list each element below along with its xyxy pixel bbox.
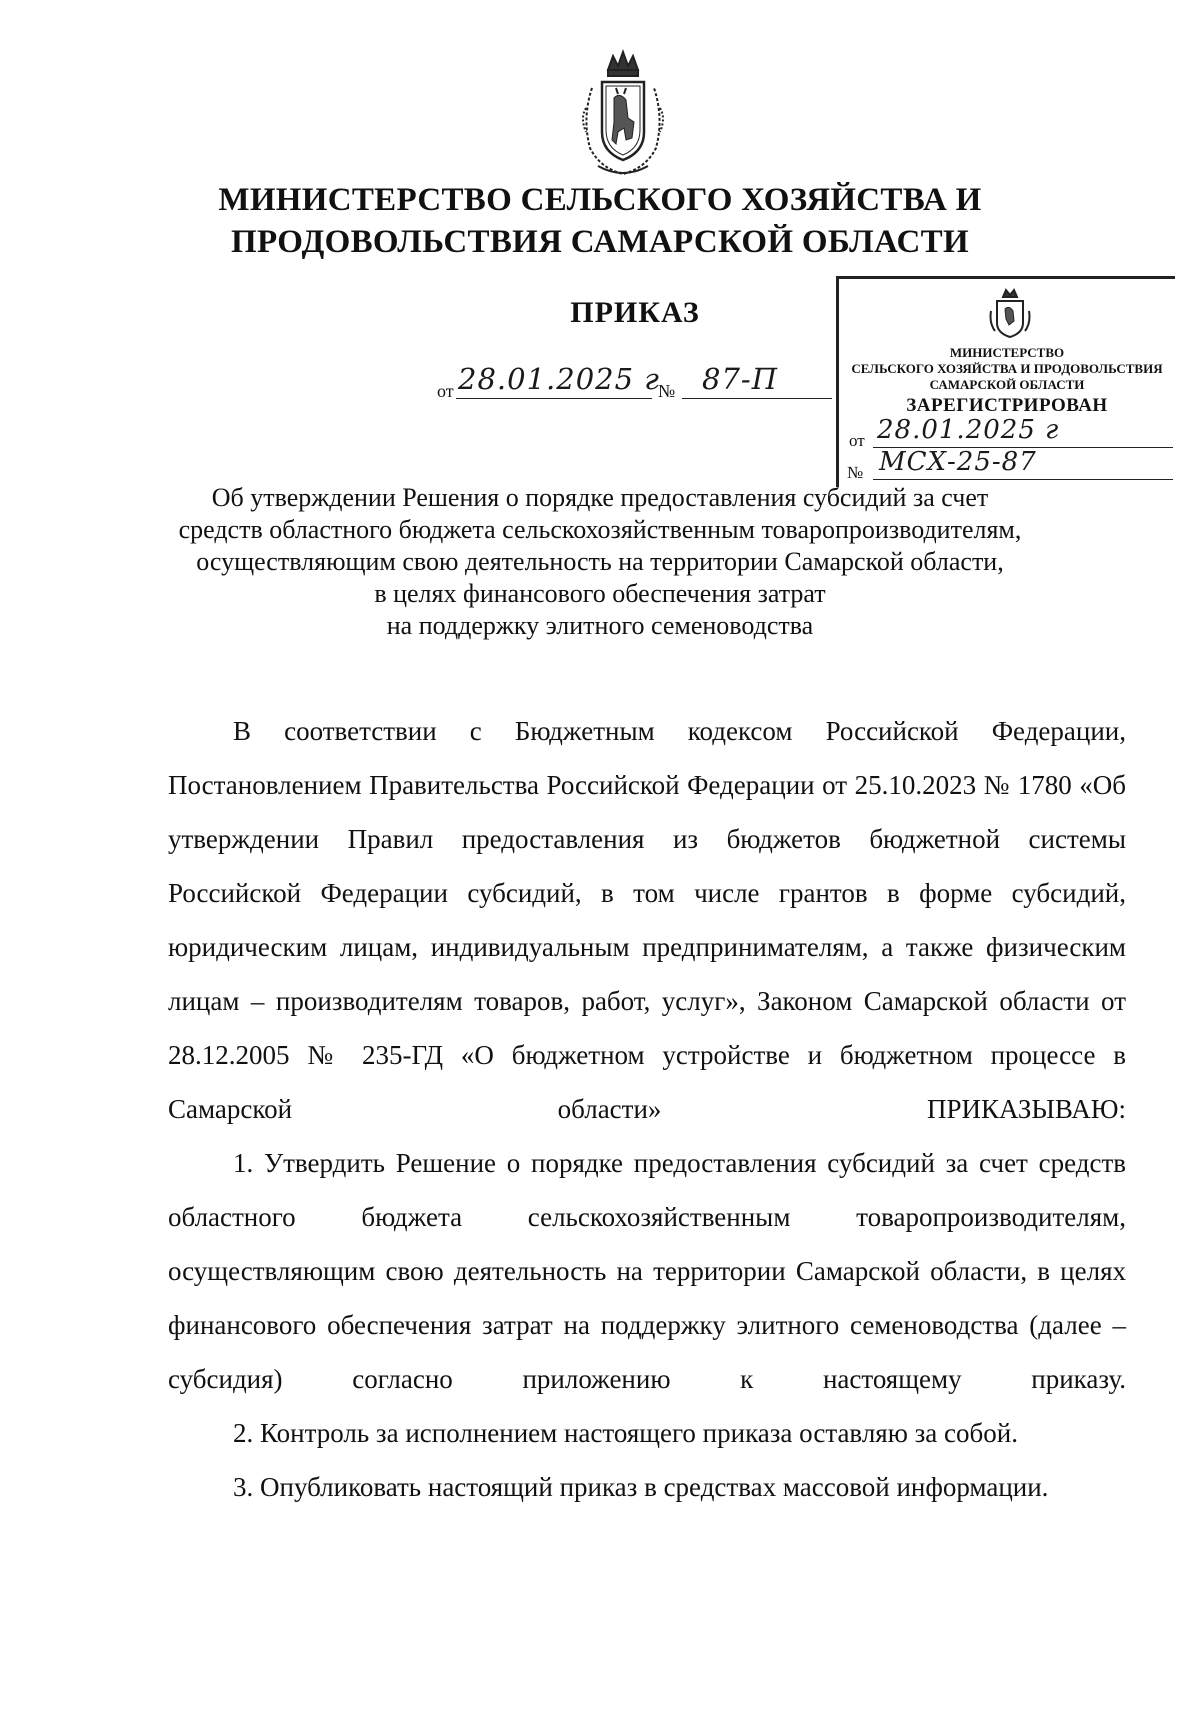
subject-line: осуществляющим свою деятельность на территории Самарской области,: [196, 547, 1004, 576]
stamp-number-underline: [873, 479, 1173, 480]
order-number-label: №: [658, 381, 676, 401]
order-date-handwritten: 28.01.2025 г: [458, 362, 660, 396]
registration-stamp: [836, 276, 1175, 487]
stamp-ministry-line1: МИНИСТЕРСТВО: [949, 345, 1065, 360]
stamp-number-label: №: [847, 463, 864, 482]
order-date-underline: [456, 398, 652, 399]
order-body: [168, 704, 1126, 1514]
order-item: 3. Опубликовать настоящий приказ в средствах массовой информации.: [233, 1472, 1049, 1502]
subject-line: на поддержку элитного семеноводства: [386, 611, 814, 640]
order-date-label: от: [437, 381, 454, 401]
subject-line: Об утверждении Решения о порядке предоставления субсидий за счет: [211, 483, 989, 512]
order-number-underline: [682, 398, 832, 399]
stamp-ministry-line2: СЕЛЬСКОГО ХОЗЯЙСТВА И ПРОДОВОЛЬСТВИЯ: [851, 361, 1163, 376]
stamp-date-label: от: [849, 431, 865, 450]
coat-of-arms-emblem: [578, 48, 668, 180]
order-item: 1. Утвердить Решение о порядке предоставления субсидий за счет средств областного бюджета сельскохозяйственным товаропроизводителям, осуществляющим свою деятельность на территории Самарской области, в целях финансового обеспечения затрат на поддержку элитного семеноводства (далее – субсидия) согласно приложению к настоящему приказу.: [168, 1148, 1126, 1394]
preamble-paragraph: В соответствии с Бюджетным кодексом Российской Федерации, Постановлением Правительства Российской Федерации от 25.10.2023 № 1780 «Об утверждении Правил предоставления из бюджетов бюджетной системы Российской Федерации субсидий, в том числе грантов в форме субсидий, юридическим лицам, индивидуальным предпринимателям, а также физическим лицам – производителям товаров, работ, услуг», Законом Самарской области от 28.12.2005 № 235-ГД «О бюджетном устройстве и бюджетном процессе в Самарской области» ПРИКАЗЫВАЮ:: [168, 716, 1126, 1124]
subject-line: средств областного бюджета сельскохозяйственным товаропроизводителям,: [178, 515, 1022, 544]
stamp-number-handwritten: МСХ-25-87: [879, 447, 1037, 477]
ministry-title-line2: ПРОДОВОЛЬСТВИЯ САМАРСКОЙ ОБЛАСТИ: [231, 224, 969, 260]
order-item: 2. Контроль за исполнением настоящего приказа оставляю за собой.: [233, 1418, 1018, 1448]
order-number-handwritten: 87-П: [702, 362, 778, 396]
document-type-title: ПРИКАЗ: [570, 296, 700, 329]
ministry-title-line1: МИНИСТЕРСТВО СЕЛЬСКОГО ХОЗЯЙСТВА И: [218, 182, 982, 218]
stamp-date-handwritten: 28.01.2025 г: [877, 415, 1060, 445]
stamp-status: ЗАРЕГИСТРИРОВАН: [906, 395, 1108, 416]
stamp-emblem-icon: [987, 287, 1033, 339]
stamp-ministry-line3: САМАРСКОЙ ОБЛАСТИ: [929, 377, 1085, 392]
subject-line: в целях финансового обеспечения затрат: [374, 579, 826, 608]
